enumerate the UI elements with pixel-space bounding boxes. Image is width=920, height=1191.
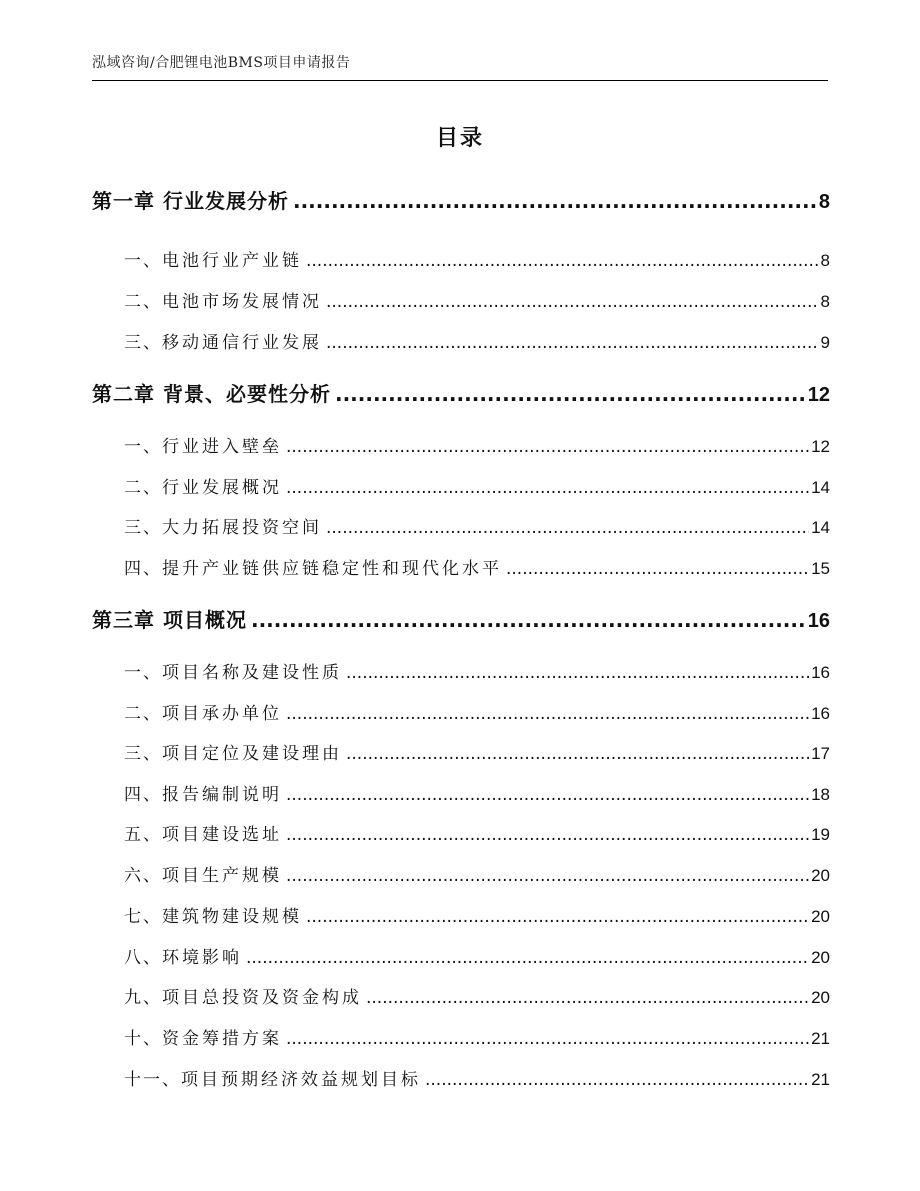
toc-section-number: 六、 (124, 866, 162, 886)
toc-page-number: 14 (811, 478, 830, 497)
dot-leader (306, 251, 819, 271)
dot-leader (335, 382, 806, 406)
toc-section-entry[interactable] (124, 943, 830, 968)
toc-page-number: 8 (820, 292, 830, 311)
toc-section-number: 一、 (124, 663, 162, 683)
toc-entry-label: 项目建设选址 (162, 825, 282, 845)
toc-entry-label: 项目名称及建设性质 (162, 663, 342, 683)
toc-section-entry[interactable] (124, 983, 830, 1008)
dot-leader (246, 948, 809, 968)
toc-page-number: 15 (811, 559, 830, 578)
toc-section-number: 二、 (124, 478, 162, 498)
running-header: 泓域咨询/合肥锂电池BMS项目申请报告 (92, 55, 351, 71)
toc-entry-label: 第二章 背景、必要性分析 (92, 382, 331, 406)
toc-page-number: 19 (811, 825, 830, 844)
toc-page-number: 20 (811, 988, 830, 1007)
dot-leader (293, 189, 817, 213)
toc-section-entry[interactable] (124, 658, 830, 683)
toc-entry-label: 提升产业链供应链稳定性和现代化水平 (162, 559, 502, 579)
toc-chapter-entry[interactable] (92, 378, 830, 407)
toc-section-number: 九、 (124, 988, 162, 1008)
toc-section-number: 二、 (124, 292, 162, 312)
dot-leader (326, 333, 819, 353)
toc-section-entry[interactable] (124, 246, 830, 271)
toc-entry-label: 环境影响 (162, 948, 242, 968)
toc-chapter-entry[interactable] (92, 185, 830, 214)
toc-section-number: 一、 (124, 437, 162, 457)
toc-section-number: 四、 (124, 559, 162, 579)
toc-section-entry[interactable] (124, 902, 830, 927)
toc-section-number: 三、 (124, 518, 162, 538)
dot-leader (286, 704, 809, 724)
toc-section-number: 四、 (124, 785, 162, 805)
toc-page-number: 12 (811, 437, 830, 456)
toc-entry-label: 大力拓展投资空间 (162, 518, 322, 538)
toc-page-number: 16 (811, 663, 830, 682)
toc-section-entry[interactable] (124, 699, 830, 724)
dot-leader (346, 663, 809, 683)
toc-section-entry[interactable] (124, 861, 830, 886)
toc-section-entry[interactable] (124, 554, 830, 579)
toc-page-number: 8 (818, 191, 830, 213)
dot-leader (346, 744, 809, 764)
toc-page-number: 21 (811, 1029, 830, 1048)
toc-section-entry[interactable] (124, 513, 830, 538)
toc-page-number: 14 (811, 518, 830, 537)
dot-leader (286, 1029, 809, 1049)
toc-section-entry[interactable] (124, 739, 830, 764)
toc-section-entry[interactable] (124, 328, 830, 353)
dot-leader (326, 518, 809, 538)
toc-section-entry[interactable] (124, 1065, 830, 1090)
toc-title: 目录 (435, 126, 484, 151)
toc-section-entry[interactable] (124, 1024, 830, 1049)
toc-entry-label: 第三章 项目概况 (92, 608, 247, 632)
toc-entry-label: 项目定位及建设理由 (162, 744, 342, 764)
dot-leader (286, 825, 809, 845)
toc-entry-label: 行业进入壁垒 (162, 437, 282, 457)
toc-section-number: 二、 (124, 704, 162, 724)
dot-leader (306, 907, 809, 927)
toc-entry-label: 项目总投资及资金构成 (162, 988, 362, 1008)
toc-section-number: 七、 (124, 907, 162, 927)
toc-entry-label: 项目生产规模 (162, 866, 282, 886)
toc-section-number: 八、 (124, 948, 162, 968)
toc-page-number: 8 (820, 251, 830, 270)
toc-section-entry[interactable] (124, 820, 830, 845)
dot-leader (366, 988, 809, 1008)
toc-entry-label: 项目承办单位 (162, 704, 282, 724)
toc-section-number: 三、 (124, 333, 162, 353)
toc-chapter-entry[interactable] (92, 604, 830, 633)
toc-section-number: 三、 (124, 744, 162, 764)
dot-leader (286, 866, 809, 886)
toc-section-number: 十一、 (124, 1070, 181, 1090)
header-divider (92, 80, 828, 81)
toc-entry-label: 项目预期经济效益规划目标 (181, 1070, 421, 1090)
toc-entry-label: 报告编制说明 (162, 785, 282, 805)
toc-entry-label: 移动通信行业发展 (162, 333, 322, 353)
toc-page-number: 21 (811, 1070, 830, 1089)
toc-entry-label: 第一章 行业发展分析 (92, 189, 289, 213)
dot-leader (425, 1070, 809, 1090)
toc-section-entry[interactable] (124, 473, 830, 498)
toc-page-number: 17 (811, 744, 830, 763)
toc-entry-label: 资金筹措方案 (162, 1029, 282, 1049)
toc-page-number: 18 (811, 785, 830, 804)
dot-leader (506, 559, 809, 579)
toc-section-entry[interactable] (124, 780, 830, 805)
toc-entry-label: 行业发展概况 (162, 478, 282, 498)
toc-section-number: 五、 (124, 825, 162, 845)
toc-entry-label: 电池市场发展情况 (162, 292, 322, 312)
toc-page-number: 16 (807, 610, 830, 632)
dot-leader (286, 478, 809, 498)
toc-page-number: 12 (807, 384, 830, 406)
toc-section-number: 十、 (124, 1029, 162, 1049)
dot-leader (286, 785, 809, 805)
toc-page-number: 9 (820, 333, 830, 352)
toc-page-number: 20 (811, 866, 830, 885)
dot-leader (326, 292, 819, 312)
toc-section-entry[interactable] (124, 287, 830, 312)
toc-entry-label: 建筑物建设规模 (162, 907, 302, 927)
dot-leader (286, 437, 809, 457)
toc-page-number: 16 (811, 704, 830, 723)
toc-page-number: 20 (811, 907, 830, 926)
toc-section-entry[interactable] (124, 432, 830, 457)
toc-section-number: 一、 (124, 251, 162, 271)
dot-leader (251, 608, 806, 632)
toc-page-number: 20 (811, 948, 830, 967)
toc-entry-label: 电池行业产业链 (162, 251, 302, 271)
